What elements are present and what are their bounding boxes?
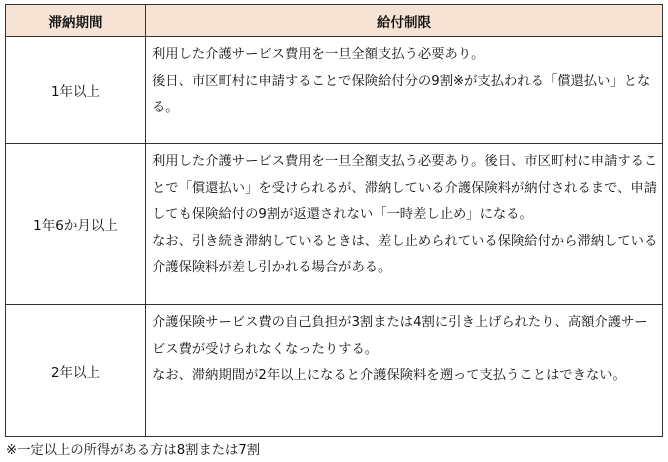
table-row [6,305,663,437]
header-period: 滞納期間 [6,5,146,37]
restriction-cell [146,37,663,144]
table-row [6,144,663,305]
header-restriction: 給付制限 [146,5,663,37]
benefit-restriction-table [5,4,663,437]
table-header-row [6,5,663,37]
restriction-paragraph: 利用した介護サービス費用を一旦全額支払う必要あり。 [152,47,485,62]
period-cell: 1年以上 [6,37,146,144]
restriction-paragraph: なお、滞納期間が2年以上になると介護保険料を遡って支払うことはできない。 [152,368,626,383]
restriction-paragraph: 介護保険サービス費の自己負担が3割または4割に引き上げられたり、高額介護サービス費が受けられなくなったりする。 [152,315,648,357]
period-cell: 2年以上 [6,305,146,437]
restriction-paragraph: なお、引き続き滞納しているときは、差し止められている保険給付から滞納している介護保険料が差し引かれる場合がある。 [152,233,658,275]
table-row [6,37,663,144]
period-cell: 1年6か月以上 [6,144,146,305]
restriction-cell [146,305,663,437]
footnote: ※一定以上の所得がある方は8割または7割 [6,443,261,458]
restriction-paragraph: 利用した介護サービス費用を一旦全額支払う必要あり。後日、市区町村に申請することで「償還払い」を受けられるが、滞納している介護保険料が納付されるまで、申請しても保険給付の9割が返還されない「一時差し止め」になる。 [152,154,658,222]
restriction-paragraph: 後日、市区町村に申請することで保険給付分の9割※が支払われる「償還払い」となる。 [152,73,651,115]
restriction-cell [146,144,663,305]
